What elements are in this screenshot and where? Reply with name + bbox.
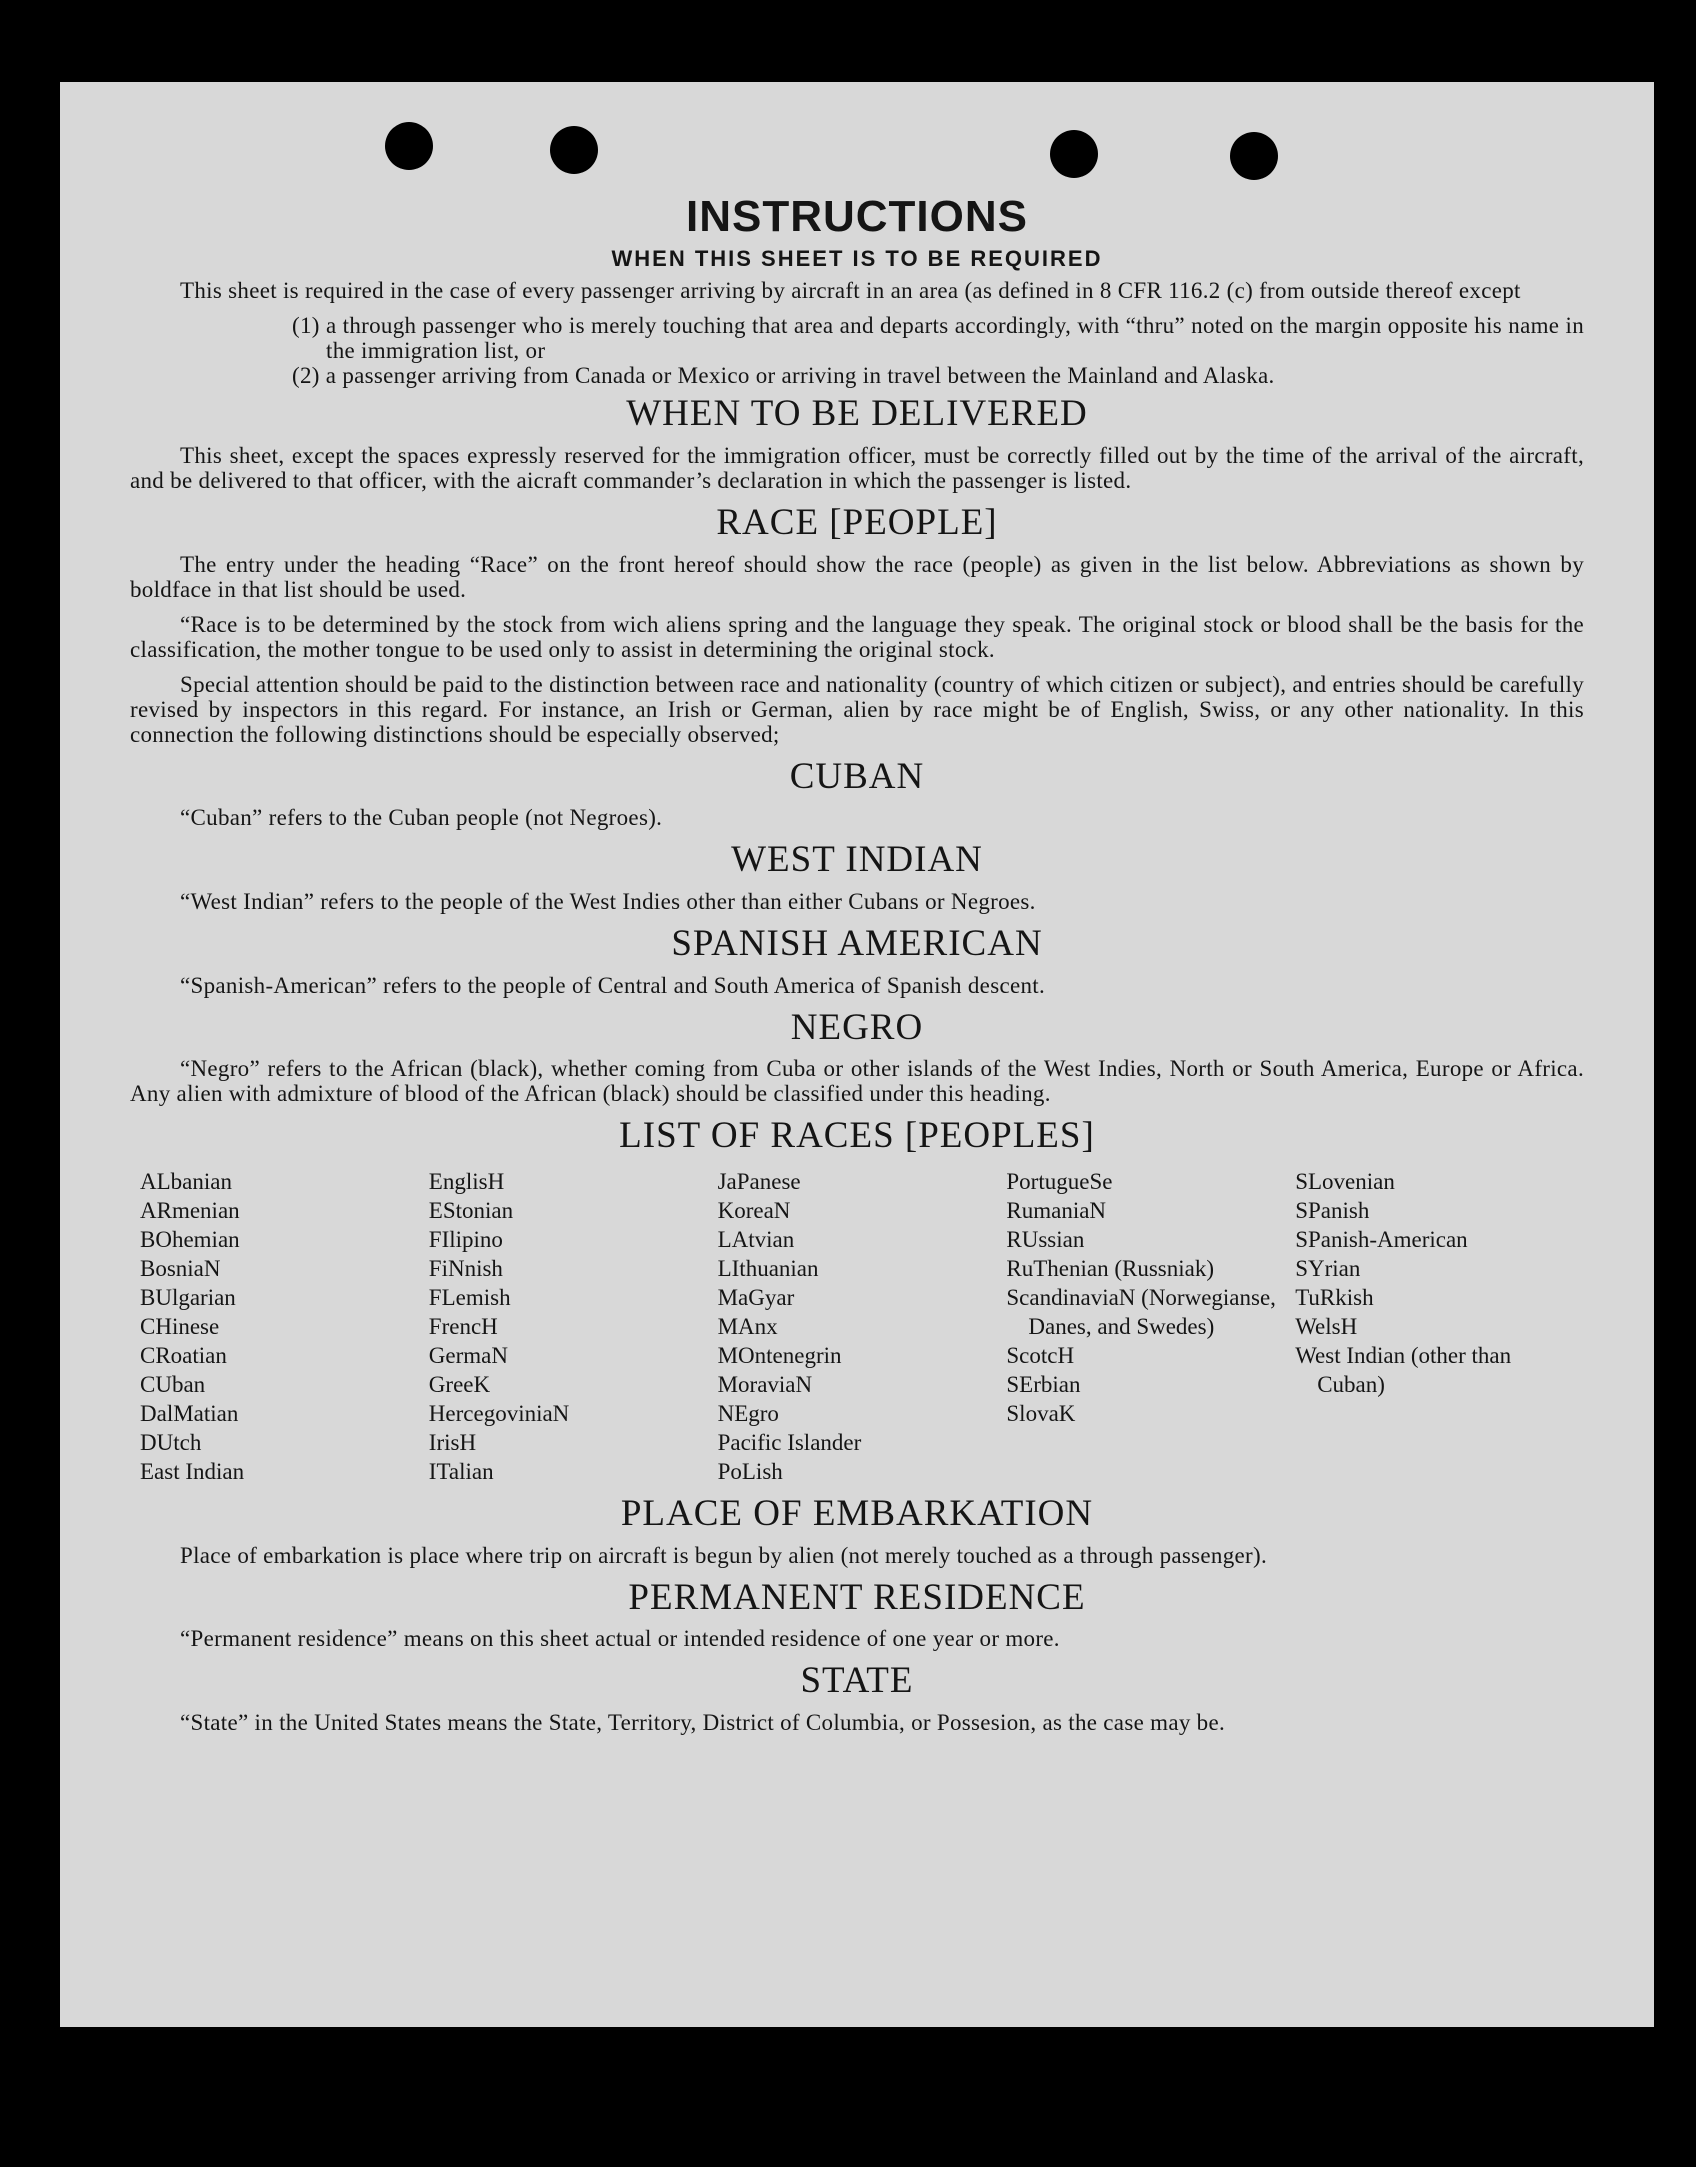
negro-text: “Negro” refers to the African (black), whether coming from Cuba or other islands of the West Indies, North or South America, Europe or Africa. Any alien with admixture of blood of the African (black) should be classified under this heading.: [130, 1056, 1584, 1107]
race-entry: Pacific Islander: [717, 1430, 862, 1455]
race-entry: SYrian: [1295, 1256, 1361, 1281]
race-entry: SErbian: [1006, 1372, 1081, 1397]
race-entry: HercegoviniaN: [428, 1401, 570, 1426]
section-heading-list-of-races: LIST OF RACES [PEOPLES]: [619, 1115, 1095, 1157]
race-entry: TuRkish: [1295, 1285, 1374, 1310]
race-entry: EStonian: [428, 1198, 514, 1223]
race-entry: SlovaK: [1006, 1401, 1076, 1426]
race-entry: EnglisH: [428, 1169, 505, 1194]
race-entry: MoraviaN: [717, 1372, 813, 1397]
punch-hole: [385, 122, 433, 170]
race-entry: FIlipino: [428, 1227, 503, 1252]
embarkation-text: Place of embarkation is place where trip on aircraft is begun by alien (not merely touched as a through passenger).: [180, 1542, 1268, 1568]
west-indian-text: “West Indian” refers to the people of the West Indies other than either Cubans or Negroes.: [180, 888, 1036, 914]
race-entry: LIthuanian: [717, 1256, 819, 1281]
page-subtitle: WHEN THIS SHEET IS TO BE REQUIRED: [611, 246, 1103, 272]
race-entry: CUban: [140, 1372, 206, 1397]
race-entry: ITalian: [428, 1459, 494, 1484]
exception-list: [130, 313, 1584, 388]
section-heading-cuban: CUBAN: [789, 755, 925, 797]
races-column: [140, 1167, 429, 1486]
race-entry: FiNnish: [428, 1256, 503, 1281]
section-heading-west-indian: WEST INDIAN: [731, 839, 983, 881]
race-paragraph: The entry under the heading “Race” on the front hereof should show the race (people) as given in the list below. Abbreviations as shown by boldface in that list should be used.: [130, 551, 1584, 602]
section-heading-state: STATE: [800, 1660, 914, 1702]
races-column: [718, 1167, 1007, 1486]
races-column: [1006, 1167, 1295, 1486]
race-entry: DalMatian: [140, 1401, 239, 1426]
section-heading-delivered: WHEN TO BE DELIVERED: [626, 393, 1088, 435]
section-heading-spanish-american: SPANISH AMERICAN: [671, 922, 1043, 964]
race-entry: MaGyar: [717, 1285, 795, 1310]
cuban-text: “Cuban” refers to the Cuban people (not Negroes).: [180, 805, 663, 831]
race-entry: CRoatian: [140, 1343, 227, 1368]
race-entry: DUtch: [140, 1430, 202, 1455]
race-entry: LAtvian: [717, 1227, 795, 1252]
race-entry: KoreaN: [717, 1198, 791, 1223]
race-entry: CHinese: [140, 1314, 220, 1339]
race-entry: West Indian (other than Cuban): [1295, 1343, 1512, 1397]
races-column: [429, 1167, 718, 1486]
race-entry: RumaniaN: [1006, 1198, 1107, 1223]
punch-hole: [550, 126, 598, 174]
race-entry: JaPanese: [717, 1169, 801, 1194]
race-paragraph: Special attention should be paid to the distinction between race and nationality (country of which citizen or subject), and entries should be carefully revised by inspectors in this regard. For instance, an Irish or German, alien by race might be of English, Swiss, or any other nationality. In this connection the following distinctions should be especially observed;: [130, 671, 1584, 747]
race-entry: RuThenian (Russniak): [1006, 1256, 1214, 1281]
race-entry: IrisH: [428, 1430, 477, 1455]
race-entry: GermaN: [428, 1343, 508, 1368]
race-entry: FrencH: [428, 1314, 498, 1339]
race-entry: MOntenegrin: [717, 1343, 842, 1368]
section-heading-race: RACE [PEOPLE]: [716, 501, 998, 543]
section-heading-negro: NEGRO: [790, 1006, 924, 1048]
section-heading-residence: PERMANENT RESIDENCE: [628, 1576, 1086, 1618]
race-entry: PortugueSe: [1006, 1169, 1113, 1194]
state-text: “State” in the United States means the State, Territory, District of Columbia, or Possesion, as the case may be.: [180, 1710, 1226, 1736]
page-title: INSTRUCTIONS: [686, 192, 1028, 241]
punch-hole: [1050, 130, 1098, 178]
race-entry: ScotcH: [1006, 1343, 1075, 1368]
race-entry: ALbanian: [140, 1169, 232, 1194]
race-entry: ARmenian: [140, 1198, 240, 1223]
race-entry: MAnx: [717, 1314, 778, 1339]
punch-hole: [1230, 132, 1278, 180]
race-entry: FLemish: [428, 1285, 511, 1310]
exception-item: (2) a passenger arriving from Canada or Mexico or arriving in travel between the Mainland and Alaska.: [292, 363, 1275, 389]
spanish-american-text: “Spanish-American” refers to the people of Central and South America of Spanish descent.: [180, 972, 1046, 998]
race-paragraph: “Race is to be determined by the stock from wich aliens spring and the language they speak. The original stock or blood shall be the basis for the classification, the mother tongue to be used only to assist in determining the original stock.: [130, 611, 1584, 662]
instruction-sheet: [60, 82, 1654, 2027]
residence-text: “Permanent residence” means on this sheet actual or intended residence of one year or more.: [180, 1626, 1060, 1652]
race-entry: BOhemian: [140, 1227, 240, 1252]
race-entry: SPanish-American: [1295, 1227, 1468, 1252]
race-entry: BosniaN: [140, 1256, 221, 1281]
race-entry: SPanish: [1295, 1198, 1370, 1223]
exception-item: (1) a through passenger who is merely touching that area and departs accordingly, with “thru” noted on the margin opposite his name in the immigration list, or: [292, 313, 1584, 364]
required-intro: This sheet is required in the case of every passenger arriving by aircraft in an area (as defined in 8 CFR 116.2 (c) from outside thereof except: [180, 278, 1521, 304]
delivered-text: This sheet, except the spaces expressly reserved for the immigration officer, must be correctly filled out by the time of the arrival of the aircraft, and be delivered to that officer, with the aicraft commander’s declaration in which the passenger is listed.: [130, 442, 1584, 493]
section-heading-embarkation: PLACE OF EMBARKATION: [620, 1493, 1094, 1534]
race-entry: NEgro: [717, 1401, 779, 1426]
race-entry: PoLish: [717, 1459, 783, 1484]
race-entry: East Indian: [140, 1459, 245, 1484]
race-entry: SLovenian: [1295, 1169, 1395, 1194]
race-entry: WelsH: [1295, 1314, 1358, 1339]
race-entry: GreeK: [428, 1372, 491, 1397]
race-entry: BUlgarian: [140, 1285, 236, 1310]
races-column: [1295, 1167, 1584, 1486]
race-entry: RUssian: [1006, 1227, 1085, 1252]
race-entry: ScandinaviaN (Norwegianse, Danes, and Swedes): [1006, 1285, 1276, 1339]
races-list: [140, 1167, 1584, 1486]
